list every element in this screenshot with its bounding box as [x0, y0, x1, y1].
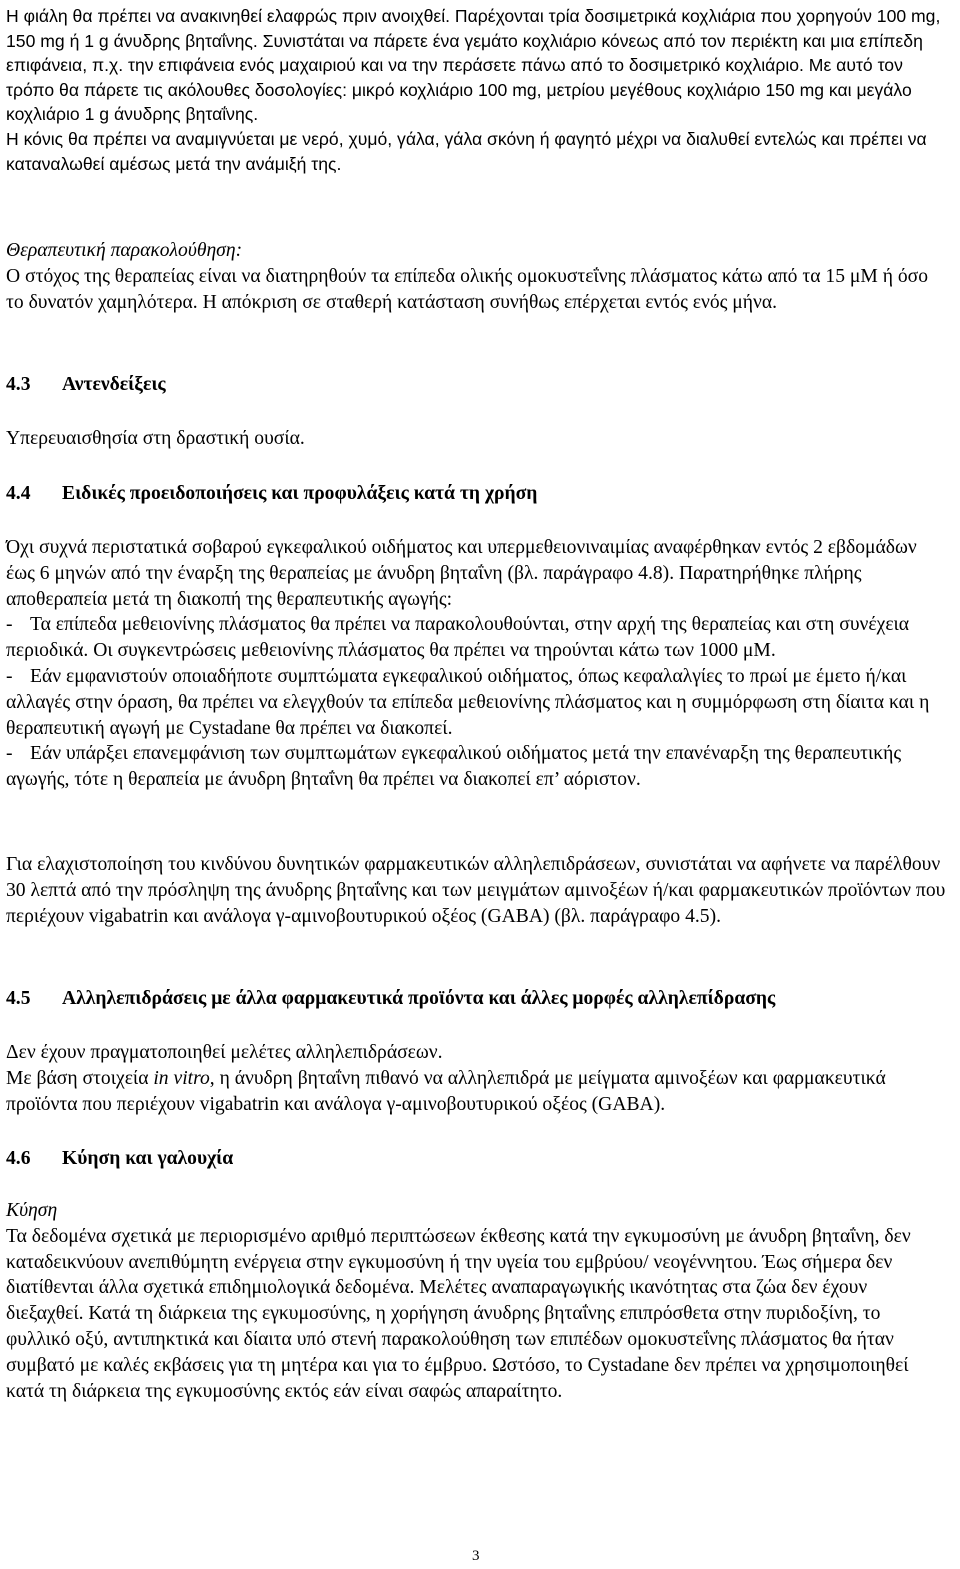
bullet-item [6, 741, 946, 793]
section-title: Ειδικές προειδοποιήσεις και προφυλάξεις κατά τη χρήση [62, 483, 538, 504]
interactions-paragraph-1: Δεν έχουν πραγματοποιηθεί μελέτες αλληλεπιδράσεων. [6, 1042, 443, 1063]
pregnancy-subheading: Κύηση [6, 1200, 58, 1221]
section-title: Αντενδείξεις [62, 374, 166, 395]
section-4-6-body [6, 1198, 946, 1404]
section-4-3-text [6, 426, 946, 452]
section-title: Κύηση και γαλουχία [62, 1148, 234, 1169]
bullet-text: Εάν εμφανιστούν οποιαδήποτε συμπτώματα εγκεφαλικού οιδήματος, όπως κεφαλαλγίες το πρωί με έμετο ή/και αλλαγές στην όραση, θα πρέπει να ελεγχθούν τα επίπεδα μεθειονίνης πλάσματος και η συμμόρφωση στη δίαιτα και η θεραπευτική αγωγή με Cystadane θα πρέπει να διακοπεί. [6, 665, 930, 739]
warnings-paragraph-2-block [6, 852, 946, 929]
text-run: , η άνυδρη βηταΐνη πιθανό να αλληλεπιδρά με μείγματα αμινοξέων και φαρμακευτικά προϊόντα που περιέχουν vigabatrin και ανάλογα γ-αμινοβουτυρικού οξέος (GABA). [6, 1067, 886, 1115]
bullet-item [6, 664, 946, 741]
section-4-6-heading [6, 1146, 946, 1172]
warnings-paragraph-2: Για ελαχιστοποίηση του κινδύνου δυνητικών φαρμακευτικών αλληλεπιδράσεων, συνιστάται να αφήνετε να παρέλθουν 30 λεπτά από την πρόσληψη της άνυδρης βηταΐνης και των μειγμάτων αμινοξέων ή/και φαρμακευτικών προϊόντων που περιέχουν vigabatrin και ανάλογα γ-αμινοβουτυρικού οξέος (GABA) (βλ. παράγραφο 4.5). [6, 854, 946, 927]
warnings-paragraph-1: Όχι συχνά περιστατικά σοβαρού εγκεφαλικού οιδήματος και υπερμεθειονιναιμίας αναφέρθηκαν εντός 2 εβδομάδων έως 6 μηνών από την έναρξη της θεραπείας με άνυδρη βηταΐνη (βλ. παράγραφο 4.8). Παρατηρήθηκε πλήρης αποθεραπεία μετά τη διακοπή της θεραπευτικής αγωγής: [6, 537, 917, 610]
section-number: 4.3 [6, 374, 31, 395]
intro-paragraph-2: Η κόνις θα πρέπει να αναμιγνύεται με νερό, χυμό, γάλα, γάλα σκόνη ή φαγητό μέχρι να διαλυθεί εντελώς και πρέπει να καταναλωθεί αμέσως μετά την ανάμιξή της. [6, 128, 927, 174]
monitoring-heading: Θεραπευτική παρακολούθηση: [6, 240, 243, 261]
bullet-mark: - [6, 743, 13, 765]
interactions-paragraph-2 [6, 1066, 946, 1118]
section-4-4-heading [6, 481, 946, 507]
section-4-4-body [6, 535, 946, 793]
bullet-text: Εάν υπάρξει επανεμφάνιση των συμπτωμάτων εγκεφαλικού οιδήματος μετά την επανέναρξη της θεραπευτικής αγωγής, τότε η θεραπεία με άνυδρη βηταΐνη θα πρέπει να διακοπεί επ’ αόριστον. [6, 743, 902, 791]
pregnancy-text: Τα δεδομένα σχετικά με περιορισμένο αριθμό περιπτώσεων έκθεσης κατά την εγκυμοσύνη με άνυδρη βηταΐνη, δεν καταδεικνύουν ανεπιθύμητη ενέργεια στην εγκυμοσύνη ή την υγεία του εμβρύου/ νεογέννητου. Έως σήμερα δεν διατίθενται άλλα σχετικά επιδημιολογικά δεδομένα. Μελέτες αναπαραγωγικής ικανότητας στα ζώα δεν έχουν διεξαχθεί. Κατά τη διάρκεια της εγκυμοσύνης, η χορήγηση άνυδρης βηταΐνης επιπρόσθετα στην πυριδοξίνη, το φυλλικό οξύ, αντιπηκτικά και δίαιτα υπό στενή παρακολούθηση των επιπέδων ομοκυστεΐνης πλάσματος θα ήταν συμβατό με καλές εκβάσεις για τη μητέρα και για το έμβρυο. Ωστόσο, το Cystadane δεν πρέπει να χρησιμοποιηθεί κατά τη διάρκεια της εγκυμοσύνης εκτός εάν είναι σαφώς απαραίτητο. [6, 1225, 911, 1402]
section-4-5-heading [6, 986, 946, 1012]
bullet-mark: - [6, 614, 13, 636]
section-number: 4.5 [6, 988, 31, 1009]
monitoring-block [6, 238, 946, 315]
section-number: 4.6 [6, 1148, 31, 1169]
bullet-item [6, 612, 946, 664]
text-run: Με βάση στοιχεία [6, 1067, 154, 1089]
contraindication-text: Υπερευαισθησία στη δραστική ουσία. [6, 428, 305, 449]
monitoring-text: Ο στόχος της θεραπείας είναι να διατηρηθούν τα επίπεδα ολικής ομοκυστεΐνης πλάσματος κάτω από τα 15 μΜ ή όσο το δυνατόν χαμηλότερα. Η απόκριση σε σταθερή κατάσταση συνήθως επέρχεται εντός ενός μήνα. [6, 265, 929, 313]
bullet-text: Τα επίπεδα μεθειονίνης πλάσματος θα πρέπει να παρακολουθούνται, στην αρχή της θεραπείας και στη συνέχεια περιοδικά. Οι συγκεντρώσεις μεθειονίνης πλάσματος θα πρέπει να τηρούνται κάτω των 1000 μΜ. [6, 614, 910, 662]
intro-block [6, 4, 946, 176]
section-number: 4.4 [6, 483, 31, 504]
italic-term: in vitro [153, 1067, 210, 1089]
section-title: Αλληλεπιδράσεις με άλλα φαρμακευτικά προϊόντα και άλλες μορφές αλληλεπίδρασης [62, 988, 776, 1009]
intro-paragraph-1: Η φιάλη θα πρέπει να ανακινηθεί ελαφρώς πριν ανοιχθεί. Παρέχονται τρία δοσιμετρικά κοχλιάρια που χορηγούν 100 mg, 150 mg ή 1 g άνυδρης βηταΐνης. Συνιστάται να πάρετε ένα γεμάτο κοχλιάριο κόνεως από τον περιέκτη και μια επίπεδη επιφάνεια, π.χ. την επιφάνεια ενός μαχαιριού και να την περάσετε πάνω από το δοσιμετρικό κοχλιάριο. Με αυτό τον τρόπο θα πάρετε τις ακόλουθες δοσολογίες: μικρό κοχλιάριο 100 mg, μετρίου μεγέθους κοχλιάριο 150 mg και μεγάλο κοχλιάριο 1 g άνυδρης βηταΐνης. [6, 6, 941, 125]
page-number: 3 [472, 1548, 480, 1564]
section-4-5-body [6, 1040, 946, 1117]
bullet-mark: - [6, 665, 13, 687]
section-4-3-heading [6, 372, 946, 398]
